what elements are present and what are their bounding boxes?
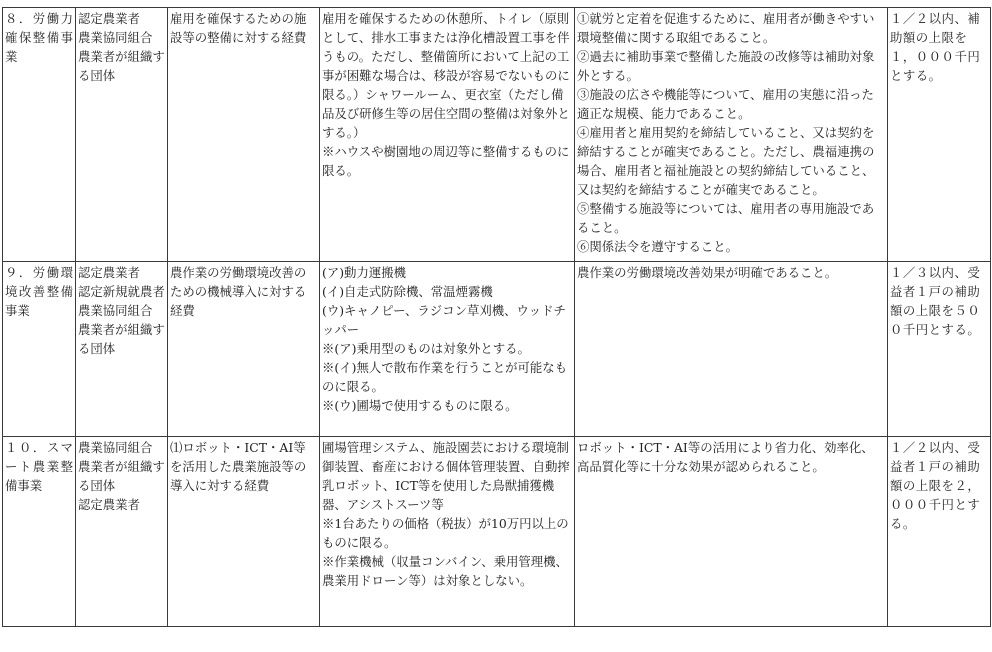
table-row-work-environment: [3, 262, 991, 437]
recipient: 認定新規就農者: [78, 284, 165, 299]
content-item: (ア)動力運搬機: [322, 265, 407, 280]
recipient: 農業者が組織する団体: [78, 459, 165, 493]
subsidy-table: [2, 7, 991, 627]
purpose-cell: [168, 437, 320, 627]
purpose-text: 雇用を確保するための施設等の整備に対する経費: [170, 11, 307, 45]
recipient: 認定農業者: [78, 497, 140, 512]
requirements-cell: [575, 8, 888, 262]
recipient: 農業協同組合: [78, 30, 153, 45]
content-note: ※ハウスや樹園地の周辺等に整備するものに限る。: [322, 144, 570, 178]
requirement-item: ①就労と定着を促進するために、雇用者が働きやすい環境整備に関する取組であること。: [577, 11, 875, 45]
content-item: (ウ)キャノピー、ラジコン草刈機、ウッドチッパー: [322, 303, 566, 337]
recipient: 認定農業者: [78, 11, 140, 26]
subsidy-cell: [888, 437, 991, 627]
recipient: 農業者が組織する団体: [78, 49, 165, 83]
content-note: ※(ウ)圃場で使用するものに限る。: [322, 398, 518, 413]
subsidy-cell: [888, 262, 991, 437]
table-row-smart-agriculture: [3, 437, 991, 627]
project-name: １０．スマート農業整備事業: [5, 440, 73, 493]
purpose-text: ⑴ロボット・ICT・AI等を活用した農業施設等の導入に対する経費: [170, 440, 307, 493]
recipient-cell: [76, 437, 168, 627]
recipient: 農業協同組合: [78, 440, 153, 455]
requirements-cell: [575, 262, 888, 437]
content-text: 圃場管理システム、施設園芸における環境制御装置、畜産における個体管理装置、自動搾乳ロボット、ICT等を使用した鳥獣捕獲機器、アシストスーツ等: [322, 440, 570, 512]
recipient: 農業協同組合: [78, 303, 153, 318]
requirement-item: 農作業の労働環境改善効果が明確であること。: [577, 265, 838, 280]
recipient-cell: [76, 262, 168, 437]
content-cell: [320, 262, 575, 437]
subsidy-text: １／２以内、受益者１戸の補助額の上限を２，０００千円とする。: [890, 440, 981, 531]
subsidy-text: １／３以内、受益者１戸の補助額の上限を５００千円とする。: [890, 265, 981, 337]
purpose-cell: [168, 262, 320, 437]
recipient-cell: [76, 8, 168, 262]
requirements-cell: [575, 437, 888, 627]
content-note: ※(ア)乗用型のものは対象外とする。: [322, 341, 530, 356]
content-cell: [320, 437, 575, 627]
subsidy-text: １／２以内、補助額の上限を１，０００千円とする。: [890, 11, 981, 83]
requirement-item: ロボット・ICT・AI等の活用により省力化、効率化、高品質化等に十分な効果が認められること。: [577, 440, 874, 474]
content-note: ※1台あたりの価格（税抜）が10万円以上のものに限る。: [322, 516, 569, 550]
requirement-item: ③施設の広さや機能等について、雇用の実態に沿った適正な規模、能力であること。: [577, 87, 874, 121]
requirement-item: ②過去に補助事業で整備した施設の改修等は補助対象外とする。: [577, 49, 875, 83]
purpose-text: 農作業の労働環境改善のための機械導入に対する経費: [170, 265, 307, 318]
content-cell: [320, 8, 575, 262]
requirement-item: ⑤整備する施設等については、雇用者の専用施設であること。: [577, 201, 875, 235]
content-note: ※(イ)無人で散布作業を行うことが可能なものに限る。: [322, 360, 568, 394]
requirement-item: ④雇用者と雇用契約を締結していること、又は契約を締結することが確実であること。ただし、農福連携の場合、雇用者と福祉施設との契約締結していること、又は契約を締結することが確実であること。: [577, 125, 875, 197]
purpose-cell: [168, 8, 320, 262]
project-name-cell: [3, 437, 76, 627]
project-name-cell: [3, 8, 76, 262]
project-name: ８．労働力確保整備事業: [5, 11, 73, 64]
content-text: 雇用を確保するための休憩所、トイレ（原則として、排水工事または浄化槽設置工事を伴うもの。ただし、整備箇所において上記の工事が困難な場合は、移設が容易でないものに限る。）シャワールーム、更衣室（ただし備品及び研修生等の居住空間の整備は対象外とする。）: [322, 11, 570, 140]
content-note: ※作業機械（収量コンバイン、乗用管理機、農業用ドローン等）は対象としない。: [322, 554, 568, 588]
content-item: (イ)自走式防除機、常温煙霧機: [322, 284, 493, 299]
recipient: 認定農業者: [78, 265, 140, 280]
table-row-labor-force: [3, 8, 991, 262]
project-name: ９．労働環境改善整備事業: [5, 265, 73, 318]
subsidy-cell: [888, 8, 991, 262]
recipient: 農業者が組織する団体: [78, 322, 165, 356]
project-name-cell: [3, 262, 76, 437]
requirement-item: ⑥関係法令を遵守すること。: [577, 239, 739, 254]
